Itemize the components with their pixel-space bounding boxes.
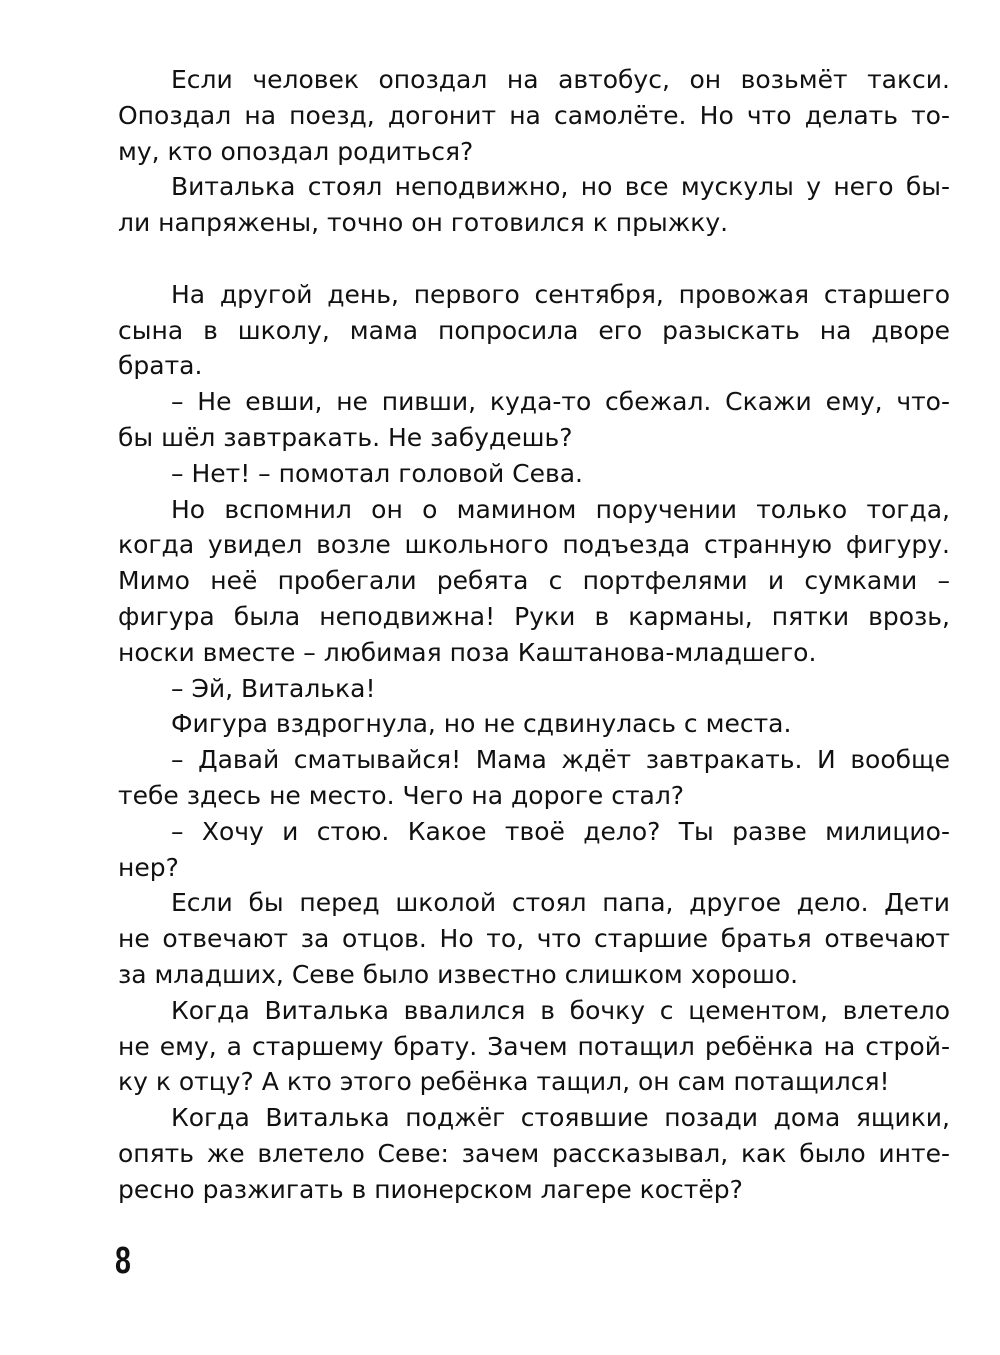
text-line: фигура была неподвижна! Руки в карманы, пятки врозь, [118,601,950,631]
page-number: 8 [115,1240,131,1282]
paragraph [118,277,950,384]
text-line: Если человек опоздал на автобус, он возьмёт такси. [171,65,950,94]
paragraph [118,814,950,886]
text-line: Когда Виталька поджёг стоявшие позади дома ящики, [171,1103,950,1133]
paragraph [118,885,950,992]
text-line: брата. [118,351,203,381]
text-line: не ему, а старшему брату. Зачем потащил ребёнка на строй- [118,1031,950,1061]
paragraph [118,742,950,814]
text-line: ку к отцу? А кто этого ребёнка тащил, он сам потащился! [118,1067,890,1097]
paragraph [118,492,950,671]
text-line: за младших, Севе было известно слишком хорошо. [118,959,799,989]
section-break [118,241,950,277]
page-text [118,62,950,1208]
paragraph [118,169,950,241]
paragraph [118,62,950,169]
paragraph [118,671,950,707]
text-line: опять же влетело Севе: зачем рассказывал, как было инте- [118,1138,950,1168]
text-line: – Не евши, не пивши, куда-то сбежал. Скажи ему, что- [171,387,950,417]
paragraph [118,384,950,456]
paragraph [118,706,950,742]
text-line: Если бы перед школой стоял папа, другое дело. Дети [171,888,950,918]
text-line: нер? [118,852,179,882]
text-line: – Хочу и стою. Какое твоё дело? Ты разве милицио- [171,816,950,846]
text-line: – Нет! – помотал головой Сева. [171,458,583,488]
text-line: не отвечают за отцов. Но то, что старшие братья отвечают [118,924,950,954]
text-line: тебе здесь не место. Чего на дороге стал? [118,780,685,810]
text-line: ресно разжигать в пионерском лагере костёр? [118,1174,743,1204]
text-line: Фигура вздрогнула, но не сдвинулась с места. [171,709,792,739]
text-line: На другой день, первого сентября, провожая старшего [171,279,950,309]
text-line: – Давай сматывайся! Мама ждёт завтракать. И вообще [171,745,950,775]
text-line: носки вместе – любимая поза Каштанова-младшего. [118,637,817,667]
text-line: Но вспомнил он о мамином поручении только тогда, [171,494,950,524]
text-line: Когда Виталька ввалился в бочку с цементом, влетело [171,995,950,1025]
text-line: ли напряжены, точно он готовился к прыжку. [118,208,729,238]
text-line: му, кто опоздал родиться? [118,136,474,166]
text-line: – Эй, Виталька! [171,673,376,703]
text-line: сына в школу, мама попросила его разыскать на дворе [118,315,950,345]
text-line: Мимо неё пробегали ребята с портфелями и сумками – [118,566,950,596]
paragraph [118,456,950,492]
text-line: бы шёл завтракать. Не забудешь? [118,422,573,452]
text-line: Опоздал на поезд, догонит на самолёте. Но что делать то- [118,100,950,130]
paragraph [118,1100,950,1207]
paragraph [118,993,950,1100]
text-line: когда увидел возле школьного подъезда странную фигуру. [118,530,950,560]
text-line: Виталька стоял неподвижно, но все мускулы у него бы- [171,172,950,202]
